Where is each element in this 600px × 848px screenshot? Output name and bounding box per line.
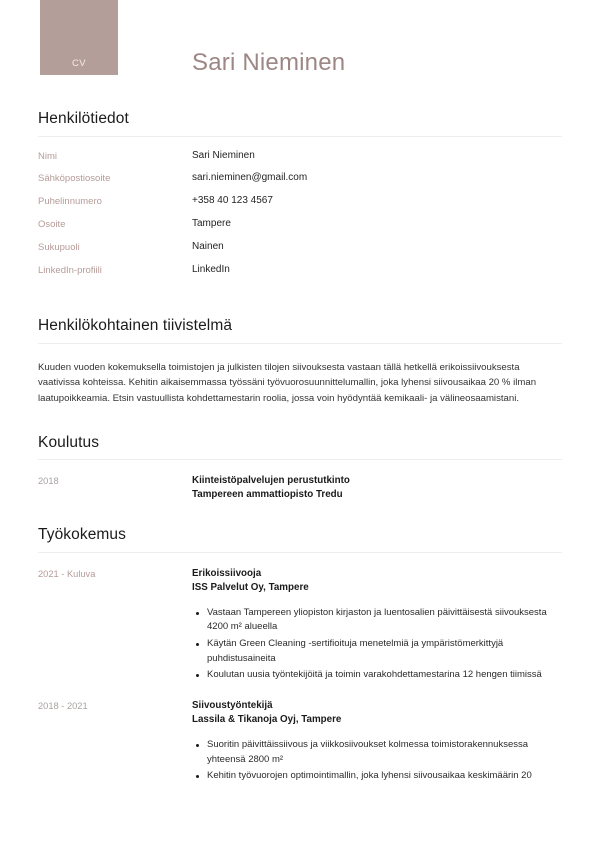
detail-row-address	[38, 218, 562, 230]
entry-bullet-list	[192, 606, 562, 684]
section-title-summary: Henkilökohtainen tiivistelmä	[38, 316, 233, 334]
detail-row-linkedin	[38, 264, 562, 276]
spacer	[0, 502, 600, 526]
detail-label: Puhelinnumero	[38, 196, 102, 208]
detail-value: Nainen	[192, 241, 224, 253]
detail-label: Sukupuoli	[38, 242, 80, 254]
cv-badge	[40, 0, 118, 75]
entry-organization: Lassila & Tikanoja Oyj, Tampere	[192, 714, 342, 726]
detail-value: sari.nieminen@gmail.com	[192, 172, 308, 184]
detail-row-nimi	[38, 150, 562, 162]
section-divider	[38, 459, 562, 460]
section-divider	[38, 136, 562, 137]
detail-value: Sari Nieminen	[192, 149, 255, 161]
personal-details-list	[38, 150, 562, 277]
detail-label: Osoite	[38, 219, 66, 231]
detail-label: Sähköpostiosoite	[38, 173, 111, 185]
list-item: Kehitin työvuorojen optimointimallin, joka lyhensi siivousaikaa keskimäärin 20	[207, 769, 562, 784]
work-entry	[38, 567, 562, 685]
section-education	[0, 434, 600, 502]
detail-label: LinkedIn-profiili	[38, 265, 102, 277]
detail-row-email	[38, 172, 562, 184]
section-divider	[38, 343, 562, 344]
page-title: Sari Nieminen	[192, 49, 346, 76]
list-item: Koulutan uusia työntekijöitä ja toimin varakohdettamestarina 12 hengen tiimissä	[207, 668, 562, 683]
cv-header	[0, 0, 600, 110]
detail-row-gender	[38, 241, 562, 253]
summary-text: Kuuden vuoden kokemuksella toimistojen ja julkisten tilojen siivouksesta vastaan tällä hetkellä erikoissiivouksesta vaativissa kohteissa. Kehitin aikaisemmassa työssäni työvuorosuunnittelumallin, joka lyhensi siivousaikaa 20 % ilman laatupoikkeamia. Etsin vastuullista kohdettamestarin roolia, jossa voin hyödyntää kemikaali- ja välineosaamistani.	[38, 361, 537, 404]
detail-value-linkedin[interactable]: LinkedIn	[192, 264, 230, 276]
detail-value: Tampere	[192, 218, 231, 230]
section-divider	[38, 552, 562, 553]
entry-body	[192, 567, 562, 685]
entry-date: 2018	[38, 476, 59, 487]
detail-row-phone	[38, 195, 562, 207]
entry-body	[192, 474, 562, 502]
section-title-education: Koulutus	[38, 433, 100, 451]
section-title-personal-details: Henkilötiedot	[38, 110, 129, 127]
education-entry	[38, 474, 562, 502]
detail-value: +358 40 123 4567	[192, 195, 273, 207]
list-item: Suoritin päivittäissiivous ja viikkosiivoukset kolmessa toimistorakennuksessa yhteensä 2800 m²	[207, 738, 562, 767]
entry-date: 2018 - 2021	[38, 701, 88, 712]
entry-bullet-list	[192, 738, 562, 784]
detail-label: Nimi	[38, 150, 57, 162]
section-work-experience	[0, 526, 600, 786]
section-personal-details	[0, 110, 600, 276]
list-item: Vastaan Tampereen yliopiston kirjaston ja luentosalien päivittäisestä siivouksesta 4200 m² alueella	[207, 606, 562, 635]
entry-title: Kiinteistöpalvelujen perustutkinto	[192, 475, 350, 487]
entry-organization: ISS Palvelut Oy, Tampere	[192, 581, 309, 593]
work-entry	[38, 699, 562, 786]
spacer	[0, 287, 600, 317]
entry-title: Siivoustyöntekijä	[192, 700, 273, 712]
section-summary	[0, 317, 600, 406]
spacer	[0, 416, 600, 434]
cv-badge-label: CV	[72, 57, 86, 69]
entry-body	[192, 699, 562, 786]
list-item: Käytän Green Cleaning -sertifioituja menetelmiä ja ympäristömerkittyjä puhdistusaineita	[207, 637, 562, 666]
entry-date: 2021 - Kuluva	[38, 568, 96, 579]
entry-organization: Tampereen ammattiopisto Tredu	[192, 489, 343, 501]
section-title-work-experience: Työkokemus	[38, 526, 127, 544]
entry-title: Erikoissiivooja	[192, 567, 262, 579]
